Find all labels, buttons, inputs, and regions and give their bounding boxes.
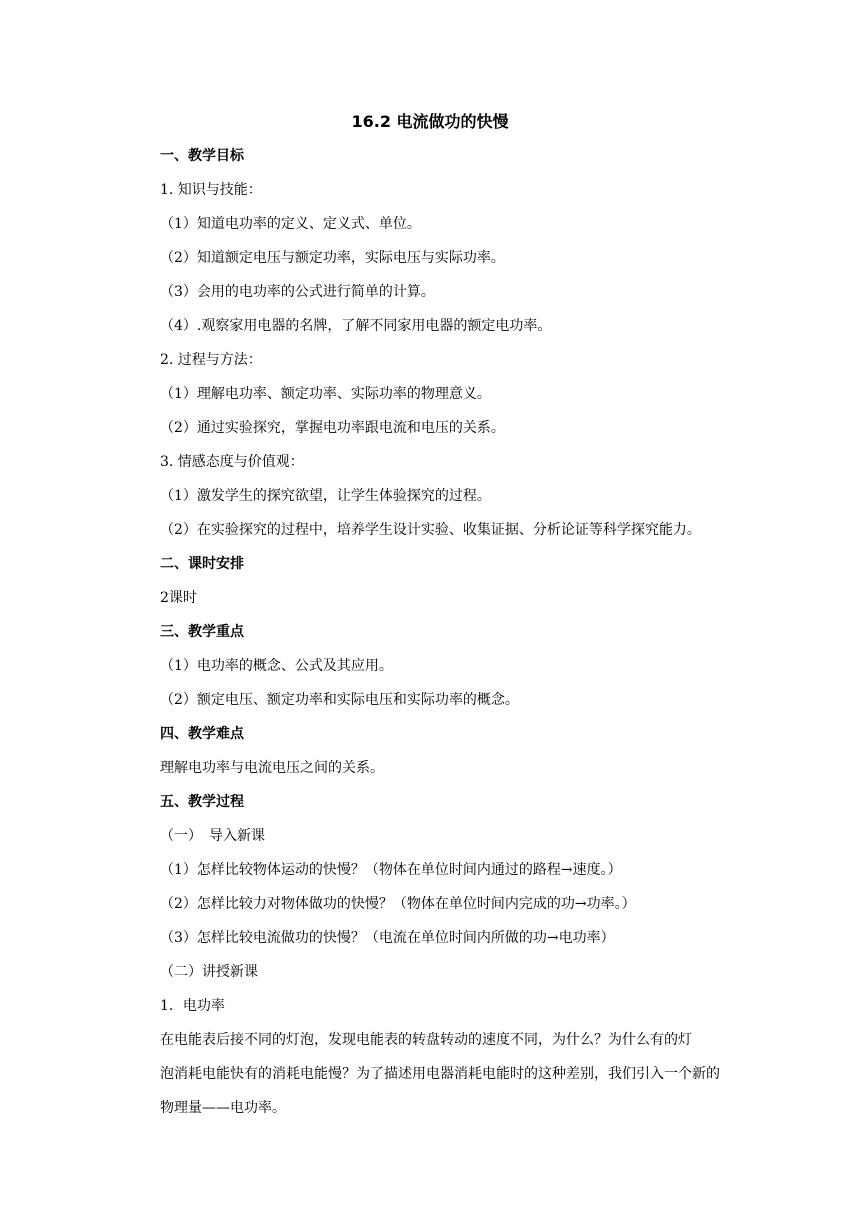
- list-item: （1）电功率的概念、公式及其应用。: [160, 658, 393, 674]
- section-heading-key-points: 三、教学重点: [160, 624, 244, 640]
- list-item: （1）激发学生的探究欲望，让学生体验探究的过程。: [160, 488, 491, 504]
- section-heading-objectives: 一、教学目标: [160, 148, 244, 164]
- schedule-text: 2课时: [160, 590, 197, 606]
- section-heading-difficulties: 四、教学难点: [160, 726, 244, 742]
- list-item: （1）怎样比较物体运动的快慢？（物体在单位时间内通过的路程→速度。）: [160, 862, 622, 878]
- paragraph-line: 物理量——电功率。: [160, 1100, 286, 1116]
- difficulty-text: 理解电功率与电流电压之间的关系。: [160, 760, 384, 776]
- section-heading-schedule: 二、课时安排: [160, 556, 244, 572]
- list-item: （4）.观察家用电器的名牌，了解不同家用电器的额定电功率。: [160, 318, 552, 334]
- subheading-attitude-values: 3. 情感态度与价值观：: [160, 454, 304, 470]
- list-item: （2）通过实验探究，掌握电功率跟电流和电压的关系。: [160, 420, 505, 436]
- section-heading-process: 五、教学过程: [160, 794, 244, 810]
- subheading-knowledge-skills: 1. 知识与技能：: [160, 182, 262, 198]
- subheading-process-methods: 2. 过程与方法：: [160, 352, 262, 368]
- paragraph-line: 泡消耗电能快有的消耗电能慢？为了描述用电器消耗电能时的这种差别，我们引入一个新的: [160, 1066, 720, 1082]
- list-item: （1）知道电功率的定义、定义式、单位。: [160, 216, 421, 232]
- list-item: （1）理解电功率、额定功率、实际功率的物理意义。: [160, 386, 491, 402]
- subheading-electric-power: 1．电功率: [160, 998, 225, 1014]
- list-item: （2）额定电压、额定功率和实际电压和实际功率的概念。: [160, 692, 519, 708]
- document-title: 16.2 电流做功的快慢: [351, 112, 509, 131]
- list-item: （2）在实验探究的过程中，培养学生设计实验、收集证据、分析论证等科学探究能力。: [160, 522, 701, 538]
- paragraph-line: 在电能表后接不同的灯泡，发现电能表的转盘转动的速度不同，为什么？为什么有的灯: [160, 1032, 692, 1048]
- subheading-new-lesson: （二）讲授新课: [160, 964, 258, 980]
- list-item: （3）会用的电功率的公式进行简单的计算。: [160, 284, 435, 300]
- list-item: （2）怎样比较力对物体做功的快慢？（物体在单位时间内完成的功→功率。）: [160, 896, 636, 912]
- list-item: （3）怎样比较电流做功的快慢？（电流在单位时间内所做的功→电功率）: [160, 930, 615, 946]
- list-item: （2）知道额定电压与额定功率，实际电压与实际功率。: [160, 250, 505, 266]
- subheading-introduction: （一） 导入新课: [160, 828, 265, 844]
